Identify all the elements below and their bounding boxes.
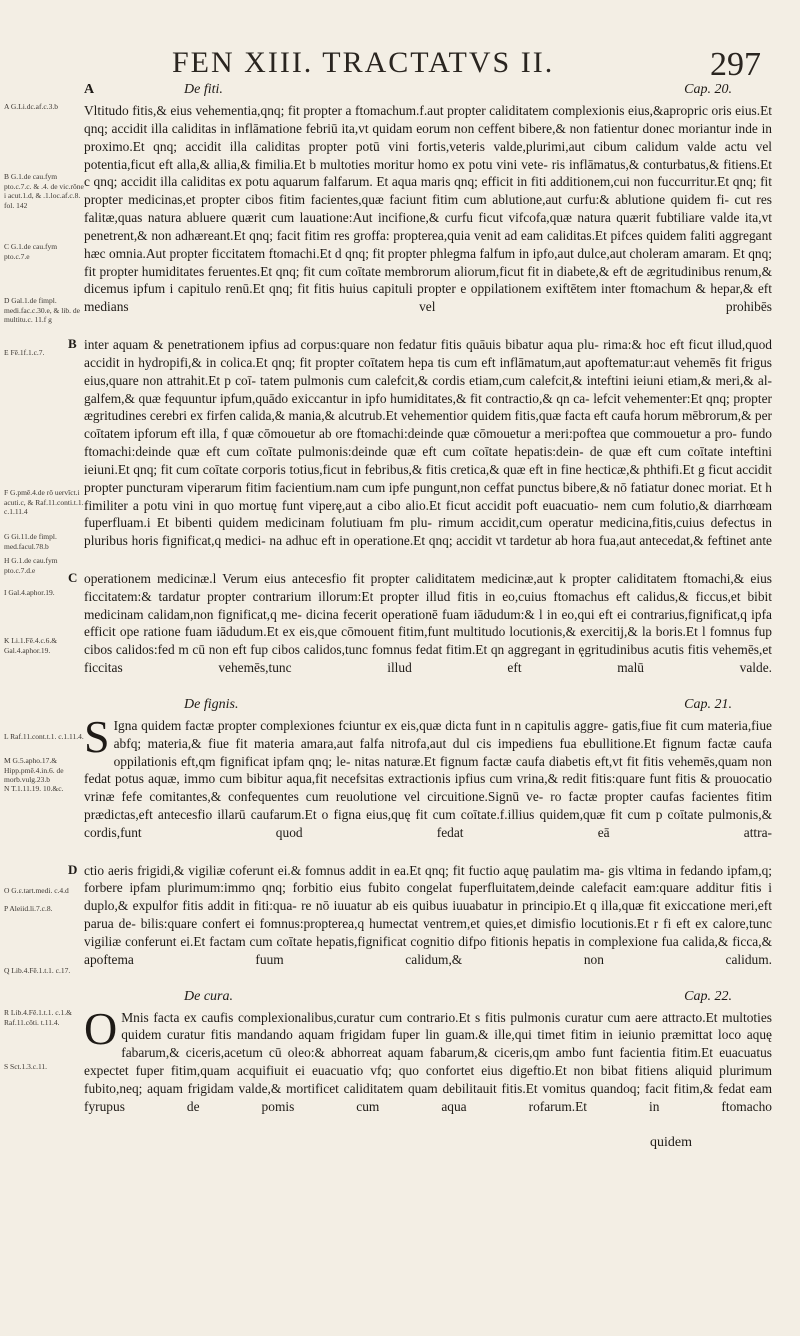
page-number: 297 <box>710 46 761 83</box>
section-title: De fignis. <box>184 696 239 712</box>
drop-cap: S <box>84 710 110 762</box>
paragraph: Vltitudo fitis,& eius vehementia,qnq; fit propter a ftomachum.f.aut propter caliditatem complexionis eius,&apropric oris eius.Et qnq; accidit illa caliditas in inflāmatione febriū ita,vt quidam eorum non ceffent bibere,& non fatientur donec moriantur inde in proximo.Et qnq; accidit illa caliditas propter potū vini fortis,veteris valde,plurimi,aut cibum calidum valde actu vel potentia,ficut eft alla,& allia,& fimilia.Et b multoties moritur homo ex potu vini vete- ris inflāmatus,& conturbatus,& fitiens.Et c qnq; accidit illa caliditas ex potu aquarum falfarum. Et aqua maris qnq; efficit in fiti additionem,cui non fuccurritur.Et qnq; fit propter medicinas,et propter cibos fitim facientes,quæ faciunt fitim cum ablutione,aut curfu:& ablutione quidem fi- cut res falitæ,quas natura abluere quærit cum lauatione:Aut incifione,& curfu ficut vifcofa,quæ natura quærit fubtiliare valde ita,vt penetrent,& non adhæreant.Et qnq; facit fitim res groffa: propterea,quia venit ad eam caliditas.Et pifces quidem faliti aggregant hæc omnia.Aut propter ficcitatem ftomachi.Et d qnq; fit propter phlegma falfum in ipfo,aut dulce,aut choleram amaram. Et qnq; fit propter humiditates feruentes.Et qnq; fit cum coītate membrorum aliorum,ficut fit in diabete,& eft de ægritudinibus renum,& dicemus ipfum i capitulo renū.Et qnq; fit fitis huius capituli propter e oppilationem exiftētem inter ftomachum & hepar,& eft medians vel prohibēs <box>84 103 772 315</box>
paragraph: ctio aeris frigidi,& vigiliæ coferunt ei.& fomnus addit in ea.Et qnq; fit fuctio aquę paulatim ma- gis vltima in fedando ipfam,q; forbere ipfam plurimum:immo qnq; forbitio eius fubito congelat fuperfluitatem,deinde calefacit eam:quare additur fitis i duplo,& expulfor fitis addit in fiti:qua- re nō iuuatur ab eis quibus iuuabatur in principio.Et q illa,quæ fit exiccatione meri,eft parua de- bilis:quare confert ei fomnus:propterea,q humectat ventrem,et quies,et dimisfio locutionis.Et r fi eft ex calore,tunc vigiliæ conferunt ei.Et factam cum coītate hepatis,fignificat cognitio difpo fitionis hepatis in complexione fua calida,& ficca,& apoftema fuum calidum,& non calidum. <box>84 862 772 967</box>
margin-note: O G.ε.tart.medi. c.4.d <box>4 886 69 895</box>
section-heading <box>84 82 772 102</box>
drop-cap: O <box>84 1002 118 1054</box>
margin-note: A G.Li.dc.af.c.3.b <box>4 102 58 111</box>
section-block <box>68 861 772 987</box>
margin-note: R Lib.4.Fē.1.t.1. c.1.& Raf.11.cōti. t.11.4. <box>4 1008 72 1027</box>
margin-note: S Sct.1.3.c.11. <box>4 1062 48 1071</box>
section-letter: B <box>68 335 77 351</box>
section-heading <box>84 989 772 1009</box>
paragraph: operationem medicinæ.l Verum eius antecesfio fit propter caliditatem medicinæ,aut k propter caliditatem ftomachi,& eius ficcitatem:& tardatur propter contrarium illorum:Et propter illud fitis in eo,cuius ftomachus eft calidus,& ficcus,et bibit medicinam calidam,non fignificat,q me- dicina fecerit operationē fuam iādudum:& l in eo,qui eft ei contrarius,fignificat,q ipfa efficit ope ratione fuam iādudum.Et ex eis,que cōmouent fitim,funt multitudo locutionis,& exercitij,& la boris.Et l fomnus fup cibos calidos:fed m cū non eft fup cibos calidos,tunc fomnus fedat fitim.Et qn aggregant in ęgritudinibus acutis fitis vehemēs,et ficcitas vehemēs,tunc illud eft malū valde. <box>84 570 772 676</box>
section-letter: A <box>84 82 95 97</box>
chapter-number: Cap. 22. <box>684 988 732 1004</box>
catchword: quidem <box>650 1135 692 1151</box>
section-heading <box>84 697 772 717</box>
margin-note: P Aleiid.li.7.c.8. <box>4 904 53 913</box>
running-title: FEN XIII. TRACTATVS II. <box>172 46 555 79</box>
margin-note: G Gi.11.de fimpl. med.facul.78.b <box>4 532 57 551</box>
section-letter: C <box>68 569 78 585</box>
paragraph: Mnis facta ex caufis complexionalibus,curatur cum contrario.Et s fitis pulmonis curatur cum aere attracto.Et multoties quidem curatur fitis mandando aquam frigidam fuper lin guam.& ille,qui timet fitim in ieiunio præmittat loco aquę fabarum,& ciceris,acetum cū oleo:& abhorreat aquam fabarum,& ciceris,qm ambo funt facientia fitim.Et euacuatus expectet fuper fitim,quam acquifiuit ei euacuatio vfq; quo confortet eius digeftio.Et non bibat fitiens aliquid plurimum fubito,neq; aquam frigidam valde,& mortificet caliditatem quam debilitauit fitis.Et vomitus quandoq; facit fitim,& fedat eam fyrupus de pomis cum aqua rofarum.Et in ftomacho <box>84 1009 772 1114</box>
margin-note: H G.1.de cau.fym pto.c.7.d.e <box>4 556 58 575</box>
chapter-number: Cap. 20. <box>684 82 732 97</box>
section-title: De cura. <box>184 988 233 1004</box>
section-block <box>68 569 772 695</box>
page-header <box>0 38 800 82</box>
margin-note: B G.1.de cau.fym pto.c.7.c. & .4. de vic.rōne i acut.1.d, & .1.loc.af.c.8. fol. 142 <box>4 172 84 210</box>
margin-note: K Li.1.Fē.4.c.6.& Gal.4.aphor.19. <box>4 636 58 655</box>
margin-note: C G.1.de cau.fym pto.c.7.e <box>4 242 58 261</box>
margin-note: Q Lib.4.Fē.1.t.1. c.17. <box>4 966 71 975</box>
section-letter: D <box>68 861 78 877</box>
margin-note: D Gal.1.de fimpl. medi.fac.c.30.e, & lib. de multitu.c. 11.f g <box>4 296 81 324</box>
margin-note: F G.pmē.4.de rō uervīct.i acuti.c, & Raf.11.conti.t.1. c.1.11.4 <box>4 488 84 516</box>
section-block <box>68 335 772 568</box>
margin-notes <box>4 96 84 1096</box>
paragraph: Igna quidem factæ propter complexiones fciuntur ex eis,quæ dicta funt in n capitulis aggre- gatis,fiue fit cum materia,fiue abfq; materia,& fiue fit materia amara,aut falfa nitrofa,aut dul cis impediens fua ebullitione.Et fignum factæ caufa oppilationis eft,qm fignificat ipfam qnq; le- nitas naturæ.Et fignum factæ caufa diabetis eft,vt fit fitis vehemēs,quam non fedat potus aquæ, immo cum bibitur aqua,fit necefsitas extractionis ipfius cum vrina,& redit fitis:quare funt fitis & prouocatio vrinæ fefe comitantes,& confequentes cum reuolutione vel circuitione.Signū ve- ro factæ propter caufas facientes fitim prædictas,eft antecesfio illarū caufarum.Et o figna eius,quę fit cum coītate.f.illius quidem,quæ fit cum p coītate pulmonis,& cordis,funt quod fedat eā attra- <box>84 717 772 840</box>
paragraph: inter aquam & penetrationem ipfius ad corpus:quare non fedatur fitis quāuis bibatur aqua plu- rima:& hoc eft ficut illud,quod accidit in hydropifi,& in colica.Et qnq; fit propter coītatem hepa tis cum eft inflāmatum,aut apoftematur:aut vehemēs fit frigus eius,quare non attrahit.Et p coī- tatem pulmonis cum calefcit,& cordis etiam,cum calefcit,& inteftini ieiuni etiam,& meri,& al- galfem,& quæ fequuntur ipfum,quādo exiccantur in ipfo humiditates,& fit contractio,& qn ca- lefcit vehementer:Et qnq; propter ægritudines cerebri ex firfen calida,& mania,& alcutrub.Et vehementior quidem fitis,quæ facta eft caufa horum mēbrorum,& per coītatem ipforum eft illa, f quæ cōmouetur ab ore ftomachi:deinde quæ cōmouetur a meri:poftea que commouetur a pro- fundo ftomachi:deinde quæ eft cum coītate pulmonis:deinde quæ eft cum coītate hepatis:dein- de quæ eft cum coītate inteftini ieiuni.Et qnq; fit cum coītate corporis totius,ficut in febribus,& fitis cretica,& quæ eft in fine hecticæ,& phthifi.Et g ficut accidit propter puncturam viperarum fitim facientium.nam cum ipfe pungunt,non ceffat punctus bibere,& nō fatiatur donec moriat. Et h fimiliter a potu vini in quo mortuę funt viperę,aut a cibo alio.Et ficut accidit poft euacuatio- nem cum folutio,& diarrhœam fuperfluam.i Et bibenti quidem medicinam folutiuam fm plu- rimum accidit,cum operatur medicina,fitis,cuius defectus in pluribus horis fignificat,q medici- na adhuc eft in operatione.Et qnq; accidit vt tardetur ab hora fua,aut antecedat,& feftinet ante <box>84 336 772 549</box>
section-title: De fiti. <box>184 82 223 97</box>
margin-note: L Raf.11.cont.t.1. c.1.11.4. <box>4 732 84 741</box>
section-block <box>84 710 772 860</box>
main-text <box>68 82 772 1151</box>
margin-note: M G.5.apho.17.& Hipp.pmē.4.in.6. de morb.vulg.23.b <box>4 756 64 784</box>
margin-note: I Gal.4.aphor.19. <box>4 588 55 597</box>
margin-note: N T.1.11.19. 10.&c. <box>4 784 64 793</box>
chapter-number: Cap. 21. <box>684 696 732 712</box>
margin-note: E Fē.1f.1.c.7. <box>4 348 45 357</box>
section-block <box>84 1002 772 1134</box>
